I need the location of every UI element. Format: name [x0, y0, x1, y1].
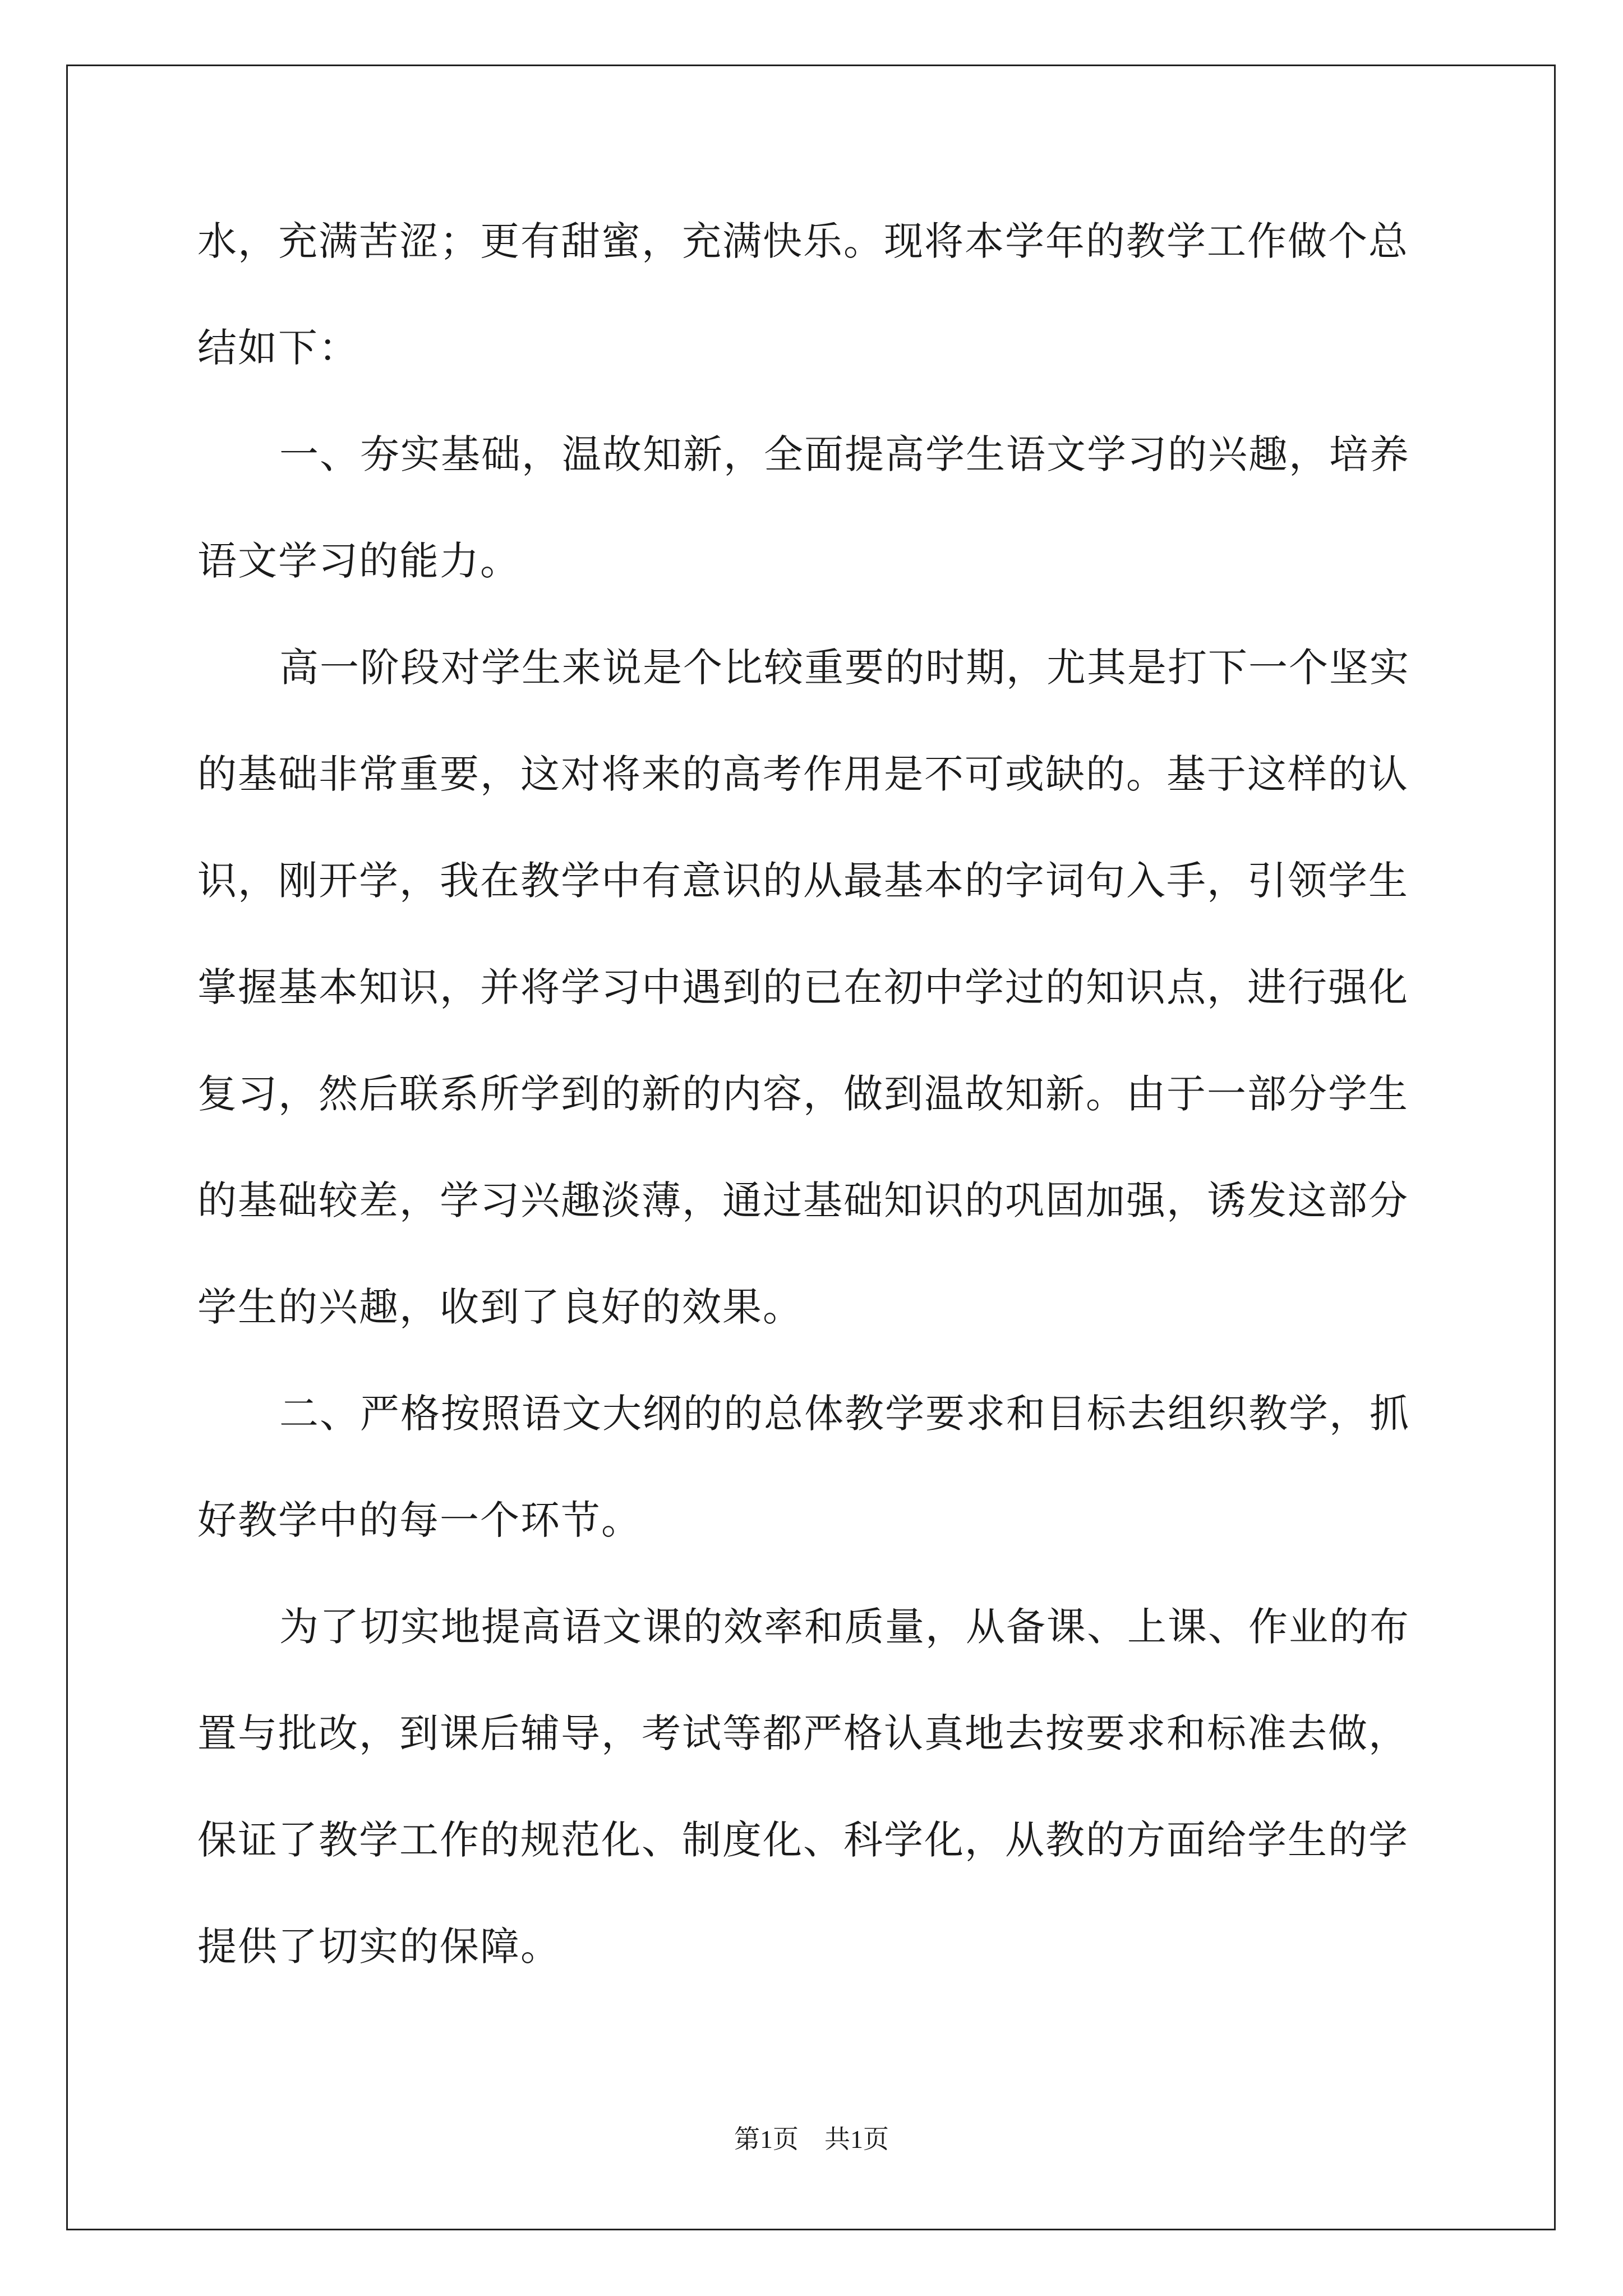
text-line: 学生的兴趣，收到了良好的效果。: [197, 1284, 803, 1330]
text-line: 识，刚开学，我在教学中有意识的从最基本的字词句入手，引领学生: [197, 858, 1409, 904]
text-line: 为了切实地提高语文课的效率和质量，从备课、上课、作业的布: [279, 1604, 1410, 1650]
text-line: 保证了教学工作的规范化、制度化、科学化，从教的方面给学生的学: [197, 1817, 1409, 1863]
text-line: 的基础较差，学习兴趣淡薄，通过基础知识的巩固加强，诱发这部分: [197, 1177, 1409, 1223]
text-line: 好教学中的每一个环节。: [197, 1497, 642, 1543]
text-line: 高一阶段对学生来说是个比较重要的时期，尤其是打下一个坚实: [279, 645, 1410, 691]
text-line: 二、严格按照语文大纲的的总体教学要求和目标去组织教学，抓: [279, 1391, 1410, 1437]
text-line: 置与批改，到课后辅导，考试等都严格认真地去按要求和标准去做，: [197, 1710, 1409, 1756]
page-border: [66, 65, 1556, 2230]
text-line: 结如下：: [197, 325, 359, 371]
page-number-label: 第1页 共1页: [734, 2125, 889, 2154]
text-line: 水，充满苦涩；更有甜蜜，充满快乐。现将本学年的教学工作做个总: [197, 218, 1409, 264]
text-line: 掌握基本知识，并将学习中遇到的已在初中学过的知识点，进行强化: [197, 964, 1409, 1010]
text-line: 语文学习的能力。: [197, 538, 520, 584]
text-line: 的基础非常重要，这对将来的高考作用是不可或缺的。基于这样的认: [197, 751, 1409, 797]
page-footer: [0, 2123, 1623, 2156]
text-line: 提供了切实的保障。: [197, 1924, 561, 1970]
text-line: 复习，然后联系所学到的新的内容，做到温故知新。由于一部分学生: [197, 1071, 1409, 1117]
text-line: 一、夯实基础，温故知新，全面提高学生语文学习的兴趣，培养: [279, 431, 1410, 477]
